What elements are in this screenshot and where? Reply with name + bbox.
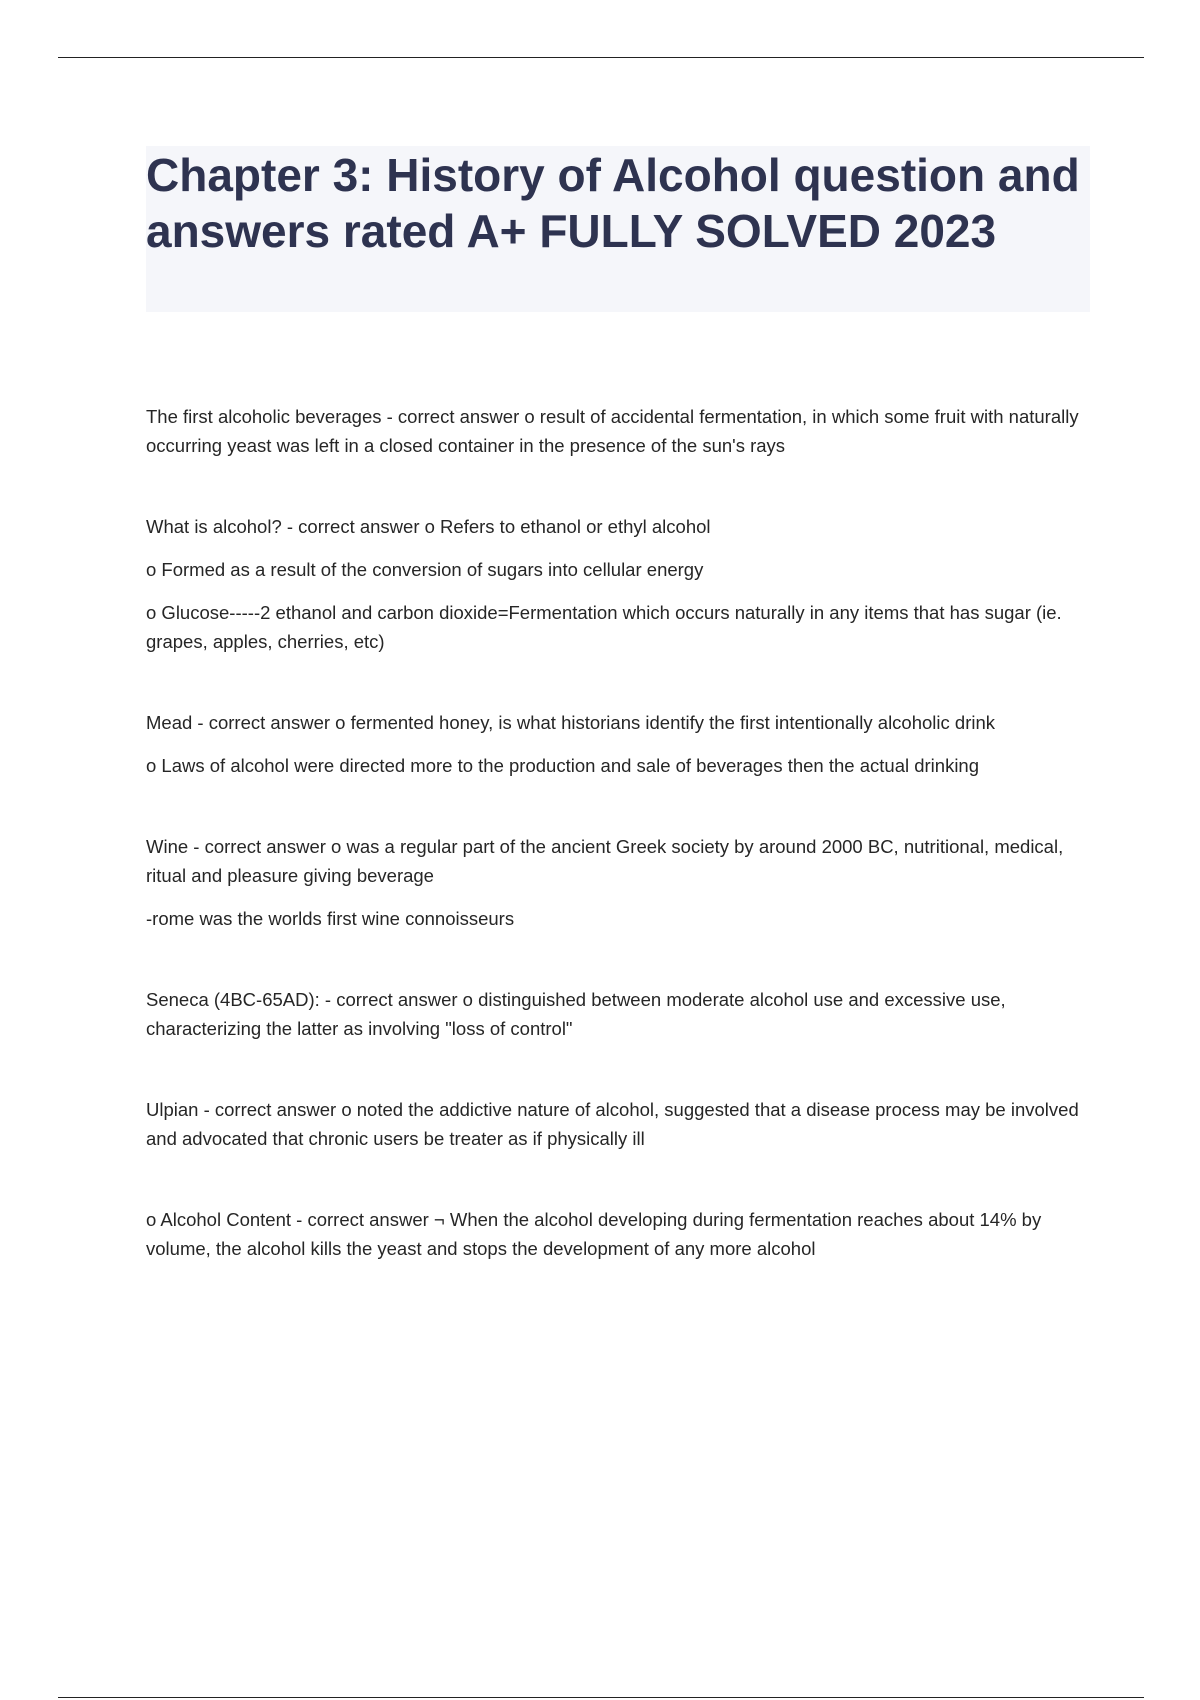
qa-entry-what-is-alcohol	[146, 512, 1096, 656]
entry-text: Ulpian - correct answer o noted the addictive nature of alcohol, suggested that a disease process may be involved and advocated that chronic users be treater as if physically ill	[146, 1099, 1079, 1149]
bottom-divider	[58, 1697, 1144, 1698]
qa-entry-first-alcoholic-beverages	[146, 402, 1096, 460]
entry-text: Seneca (4BC-65AD): - correct answer o distinguished between moderate alcohol use and excessive use, characterizing the latter as involving "loss of control"	[146, 989, 1006, 1039]
entry-text: o Alcohol Content - correct answer ¬ When the alcohol developing during fermentation reaches about 14% by volume, the alcohol kills the yeast and stops the development of any more alcohol	[146, 1209, 1042, 1259]
qa-entry-alcohol-content	[146, 1205, 1096, 1263]
entry-text: Mead - correct answer o fermented honey, is what historians identify the first intentionally alcoholic drink	[146, 712, 996, 733]
entry-text: What is alcohol? - correct answer o Refers to ethanol or ethyl alcohol	[146, 516, 711, 537]
qa-entry-seneca	[146, 985, 1096, 1043]
entry-text: Wine - correct answer o was a regular part of the ancient Greek society by around 2000 BC, nutritional, medical, ritual and pleasure giving beverage	[146, 836, 1064, 886]
entry-bullet: o Formed as a result of the conversion of sugars into cellular energy	[146, 559, 704, 580]
qa-entry-wine	[146, 832, 1096, 933]
entry-bullet: -rome was the worlds first wine connoisseurs	[146, 908, 515, 929]
qa-entry-mead	[146, 708, 1096, 780]
document-title: Chapter 3: History of Alcohol question and answers rated A+ FULLY SOLVED 2023	[146, 149, 1080, 257]
qa-entry-ulpian	[146, 1095, 1096, 1153]
top-divider	[58, 57, 1144, 58]
title-block	[146, 146, 1090, 312]
entry-bullet: o Glucose-----2 ethanol and carbon dioxide=Fermentation which occurs naturally in any items that has sugar (ie. grapes, apples, cherries, etc)	[146, 602, 1062, 652]
document-body	[146, 402, 1096, 1315]
entry-text: The first alcoholic beverages - correct answer o result of accidental fermentation, in which some fruit with naturally occurring yeast was left in a closed container in the presence of the sun's rays	[146, 406, 1079, 456]
entry-bullet: o Laws of alcohol were directed more to the production and sale of beverages then the actual drinking	[146, 755, 980, 776]
